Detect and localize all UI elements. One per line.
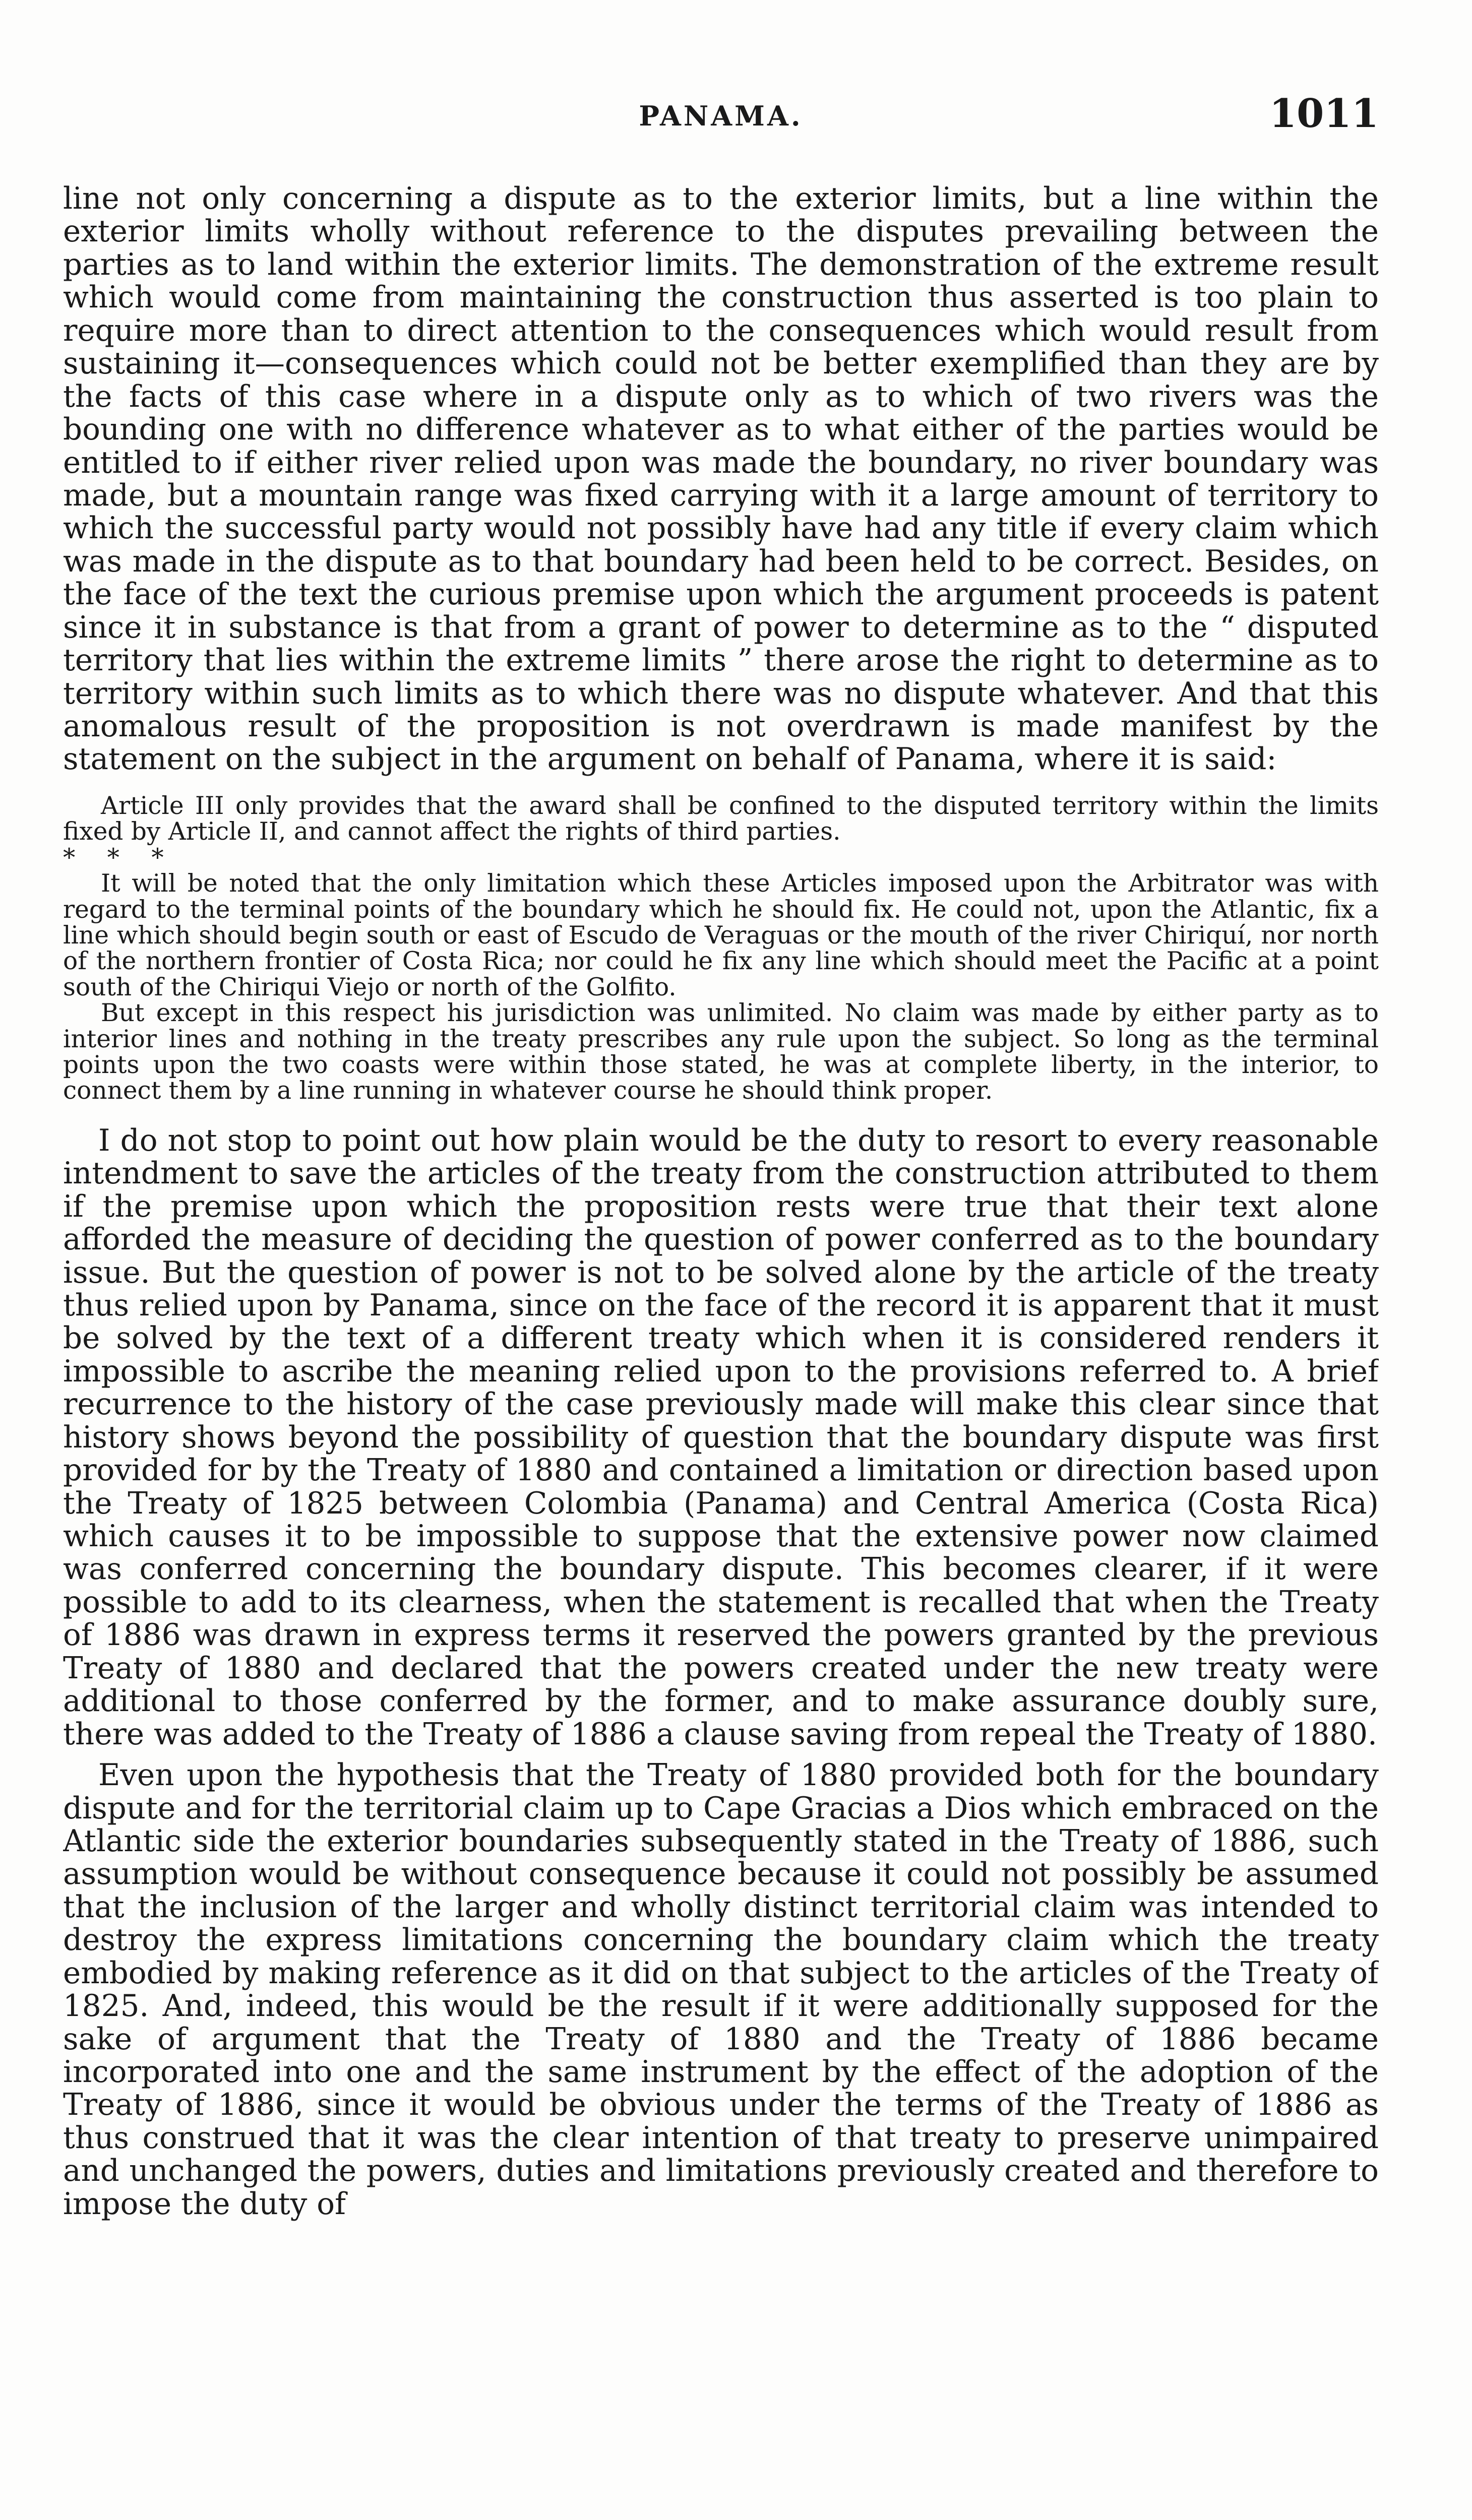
quote-paragraph-1: Article III only provides that the award shall be confined to the disputed territory within the limits fixed by Article II, and cannot affect the rights of third parties. (63, 791, 1379, 846)
paragraph-3: Even upon the hypothesis that the Treaty of 1880 provided both for the boundary dispute and for the territorial claim up to Cape Gracias a Dios which embraced on the Atlantic side the exterior boundaries subsequently stated in the Treaty of 1886, such assumption would be without consequence because it could not possibly be assumed that the inclusion of the larger and wholly distinct territorial claim was intended to destroy the express limitations concerning the boundary claim which the treaty embodied by making reference as it did on that subject to the articles of the Treaty of 1825. And, indeed, this would be the result if it were additionally supposed for the sake of argument that the Treaty of 1880 and the Treaty of 1886 became incorporated into one and the same instrument by the effect of the adoption of the Treaty of 1886, since it would be obvious under the terms of the Treaty of 1886 as thus construed that it was the clear intention of that treaty to preserve unimpaired and unchanged the powers, duties and limitations previously created and therefore to impose the duty of (63, 1758, 1379, 2222)
page-number: 1011 (1269, 91, 1379, 137)
ellipsis-stars: * * * (63, 843, 176, 872)
paragraph-2: I do not stop to point out how plain would be the duty to resort to every reasonable intendment to save the articles of the treaty from the construction attributed to them if the premise upon which the proposition rests were true that their text alone afforded the measure of deciding the question of power conferred as to the boundary issue. But the question of power is not to be solved alone by the article of the treaty thus relied upon by Panama, since on the face of the record it is apparent that it must be solved by the text of a different treaty which when it is considered renders it impossible to ascribe the meaning relied upon to the provisions referred to. A brief recurrence to the history of the case previously made will make this clear since that history shows beyond the possibility of question that the boundary dispute was first provided for by the Treaty of 1880 and contained a limitation or direction based upon the Treaty of 1825 between Colombia (Panama) and Central America (Costa Rica) which causes it to be impossible to suppose that the extensive power now claimed was conferred concerning the boundary dispute. This becomes clearer, if it were possible to add to its clearness, when the statement is recalled that when the Treaty of 1886 was drawn in express terms it reserved the powers granted by the previous Treaty of 1880 and declared that the powers created under the new treaty were additional to those conferred by the former, and to make assurance doubly sure, there was added to the Treaty of 1886 a clause saving from repeal the Treaty of 1880. (63, 1123, 1379, 1752)
page-header (63, 91, 1379, 146)
body-text (63, 182, 1379, 2450)
running-title: PANAMA. (639, 100, 803, 132)
quote-paragraph-3: But except in this respect his jurisdiction was unlimited. No claim was made by either party as to interior lines and nothing in the treaty prescribes any rule upon the subject. So long as the terminal points upon the two coasts were within those stated, he was at complete liberty, in the interior, to connect them by a line running in whatever course he should think proper. (63, 999, 1379, 1105)
block-quote (63, 793, 1379, 1104)
quote-paragraph-2: It will be noted that the only limitation which these Articles imposed upon the Arbitrator was with regard to the terminal points of the boundary which he should fix. He could not, upon the Atlantic, fix a line which should begin south or east of Escudo de Veraguas or the mouth of the river Chiriquí, nor north of the northern frontier of Costa Rica; nor could he fix any line which should meet the Pacific at a point south of the Chiriqui Viejo or north of the Golfito. (63, 869, 1379, 1001)
paragraph-1: line not only concerning a dispute as to the exterior limits, but a line within the exterior limits wholly without reference to the disputes prevailing between the parties as to land within the exterior limits. The demonstration of the extreme result which would come from maintaining the construction thus asserted is too plain to require more than to direct attention to the consequences which would result from sustaining it—consequences which could not be better exemplified than they are by the facts of this case where in a dispute only as to which of two rivers was the bounding one with no difference whatever as to what either of the parties would be entitled to if either river relied upon was made the boundary, no river boundary was made, but a mountain range was fixed carrying with it a large amount of territory to which the successful party would not possibly have had any title if every claim which was made in the dispute as to that boundary had been held to be correct. Besides, on the face of the text the curious premise upon which the argument proceeds is patent since it in substance is that from a grant of power to determine as to the “ disputed territory that lies within the extreme limits ” there arose the right to determine as to territory within such limits as to which there was no dispute whatever. And that this anomalous result of the proposition is not overdrawn is made manifest by the statement on the subject in the argument on behalf of Panama, where it is said: (63, 182, 1379, 777)
